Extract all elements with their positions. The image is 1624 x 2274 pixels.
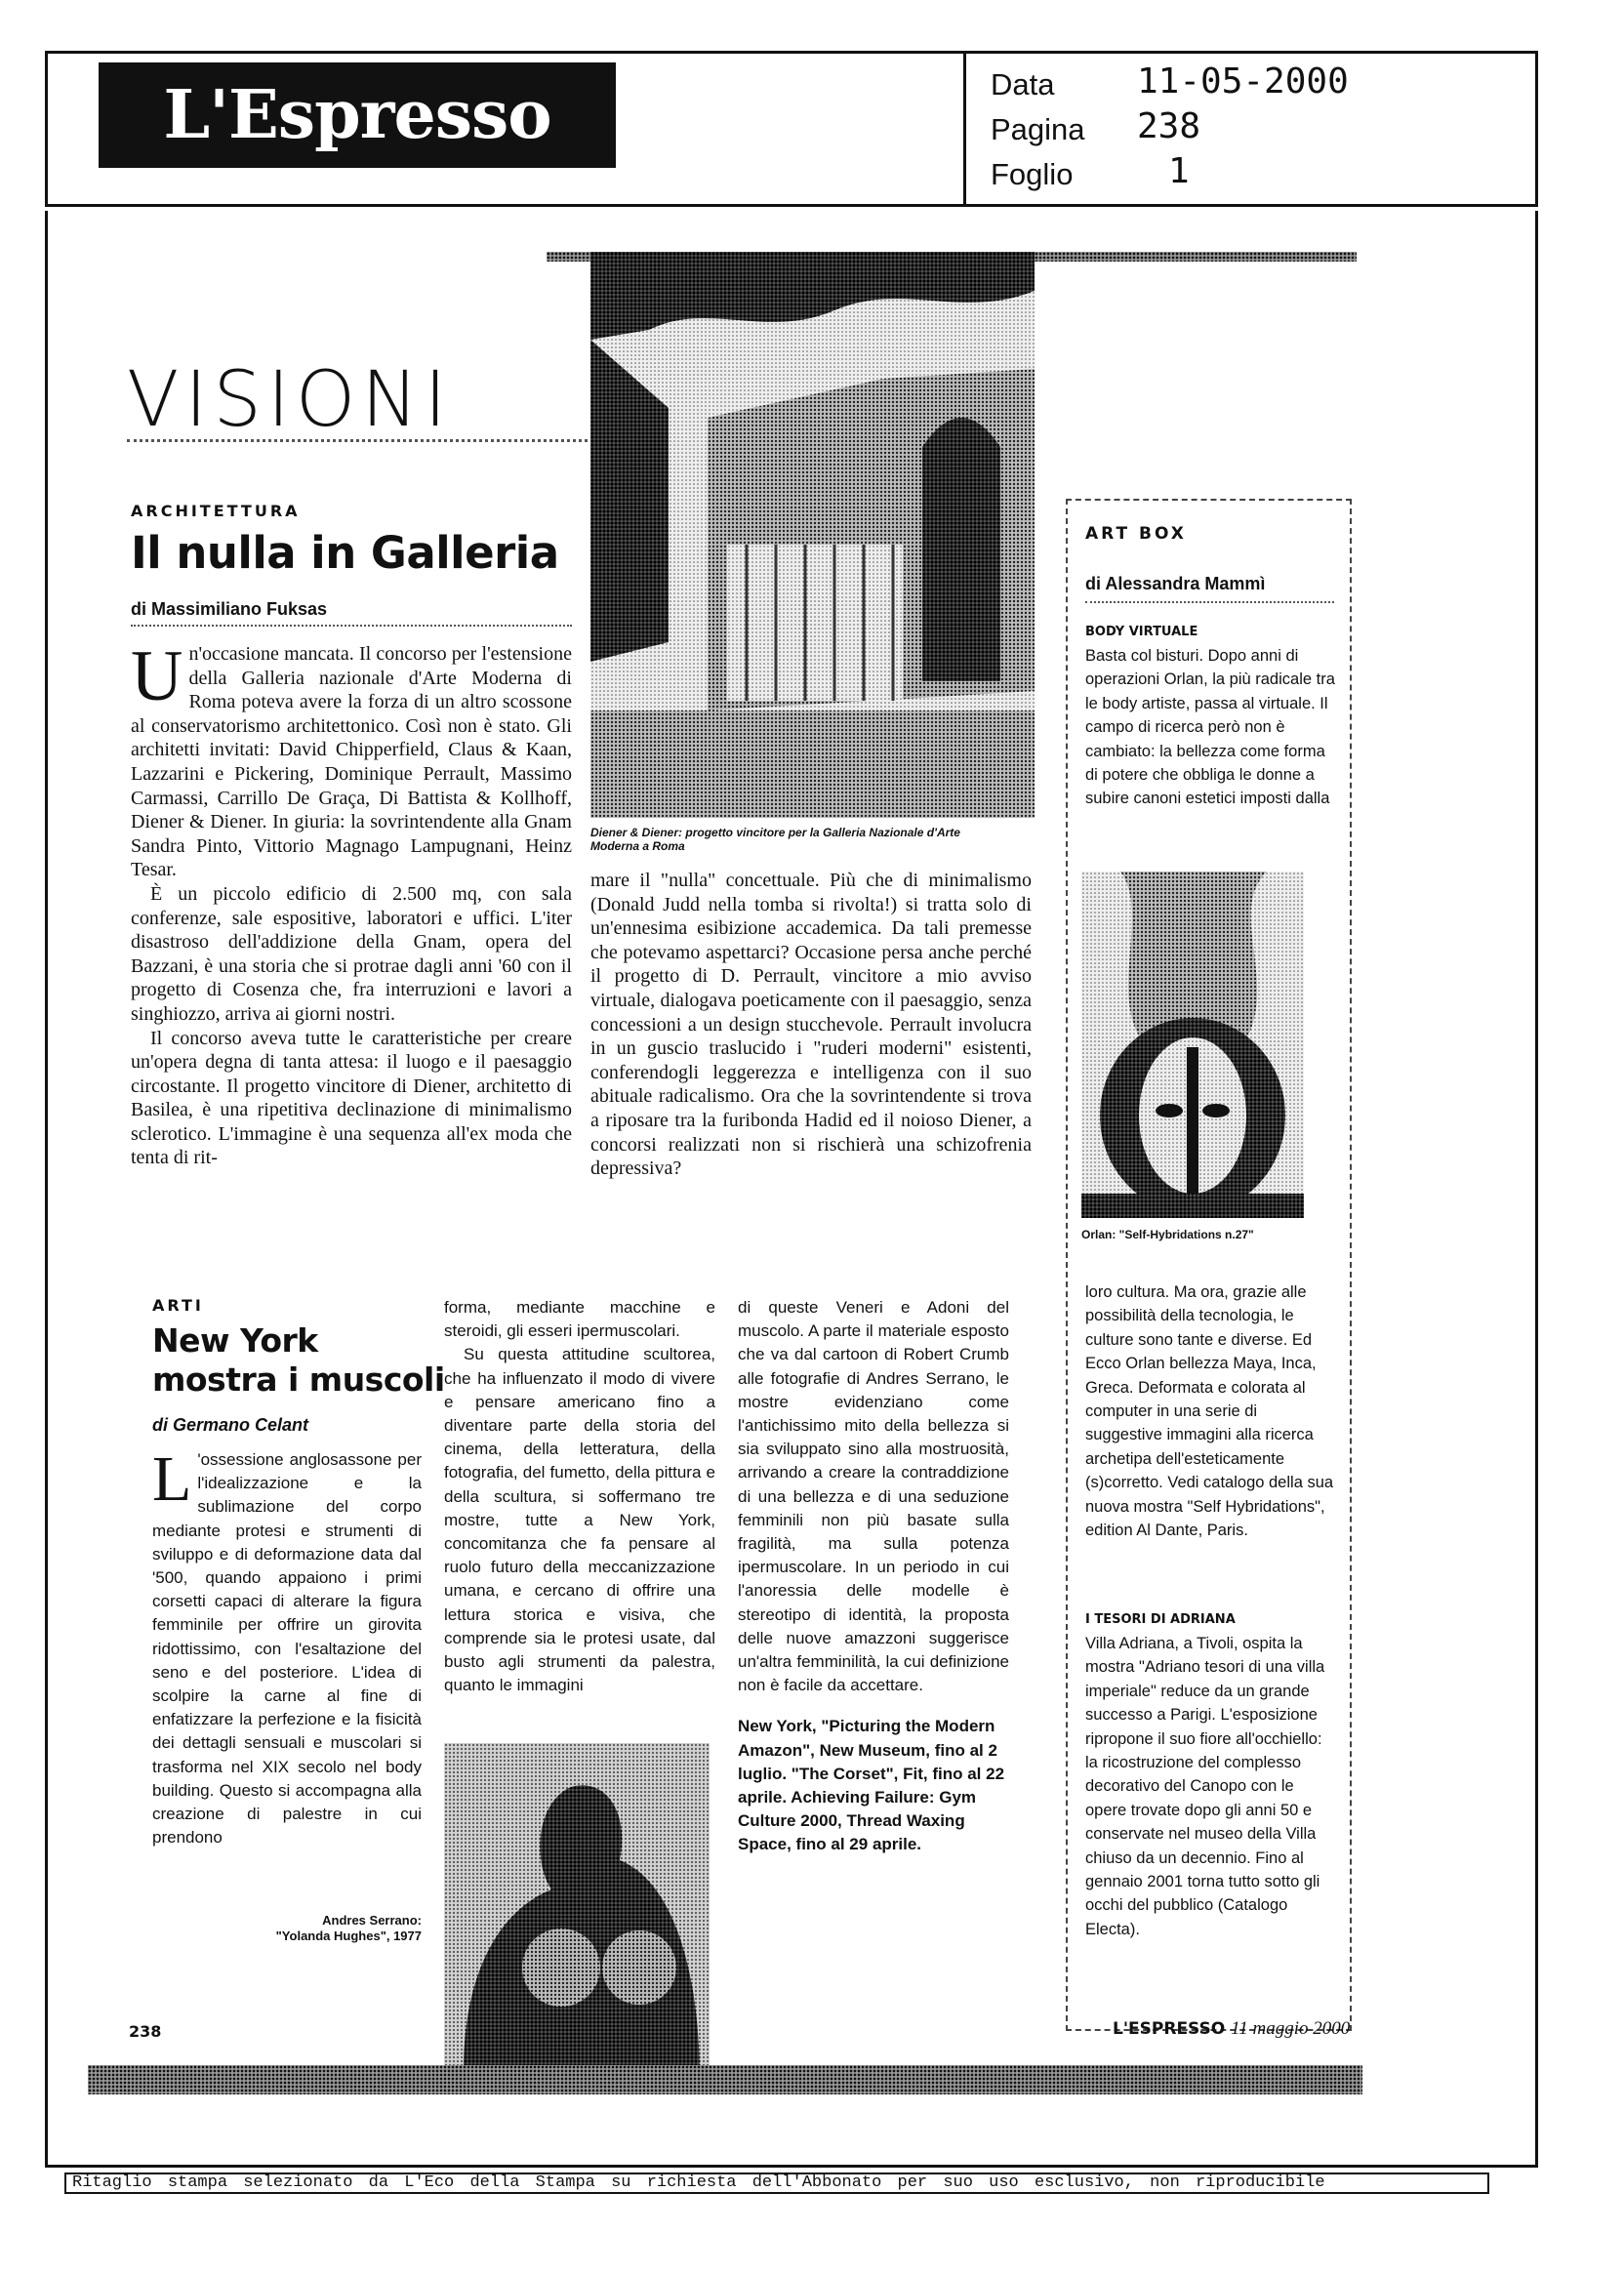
- article2-dropcap: L: [152, 1443, 192, 1515]
- article2-kicker: ARTI: [152, 1296, 204, 1315]
- data-label: Data: [991, 67, 1055, 102]
- clipping-notice: Ritaglio stampa selezionato da L'Eco della Stampa su richiesta dell'Abbonato per suo uso esclusivo, non riproducibile: [64, 2172, 1489, 2194]
- art-box-byline-rule: [1085, 601, 1334, 603]
- article1-para1-text: n'occasione mancata. Il concorso per l'estensione della Galleria nazionale d'Arte Moderna di Roma poteva avere la forza di un altro scossone al conservatorismo architettonico. Così non è stato. Gli architetti invitati: David Chipperfield, Claus & Kaan, Lazzarini e Pickering, Dominique Perrault, Massimo Carmassi, Carrillo De Graça, Di Battista & Kollhoff, Diener & Diener. In giuria: la sovrintendente alla Gnam Sandra Pinto, Vittorio Magnago Lampugnani, Heinz Tesar.: [131, 643, 572, 881]
- orlan-photo: [1081, 872, 1304, 1218]
- publication-logo: L'Espresso: [99, 62, 616, 168]
- art-box-subhead-tesori: I TESORI DI ADRIANA: [1085, 1612, 1236, 1627]
- article2-col2b: Su questa attitudine scultorea, che ha influenzato il modo di vivere e pensare americano fino a diventare parte della storia del cinema, della letteratura, della fotografia, del fumetto, della pittura e della scultura, si soffermano tre mostre, tutte a New York, concomitanza che fa pensare al ruolo futuro della meccanizzazione umana, e cercano di offrire una lettura storica e visiva, che comprende sia le protesi usate, dal busto agli strumenti da palestra, quanto le immagini: [444, 1345, 715, 1695]
- serrano-photo-caption: [226, 1913, 422, 1944]
- serrano-caption-line1: Andres Serrano:: [322, 1913, 422, 1928]
- article1-column2: mare il "nulla" concettuale. Più che di minimalismo (Donald Judd nella tomba si rivolta!) si tratta solo di un'ennesima esibizione accademica. Da tali premesse che potevamo aspettarci? Occasione persa anche perché il progetto di D. Perrault, vincitore a mio avviso virtuale, dialogava poeticamente con il paesaggio, senza concessioni a un design stucchevole. Perrault involucra in un guscio traslucido i "ruderi moderni" esistenti, conferendogli leggerezza e intelligenza con il suo abituale radicalismo. Ora che la sovrintendente si trova a riposare tra la furibonda Hadid ed il noioso Diener, a concorsi realizzati non si rischierà una schizofrenia depressiva?: [590, 870, 1032, 1180]
- meta-row-foglio: [991, 151, 1518, 196]
- art-box-subhead-body-virtuale: BODY VIRTUALE: [1085, 625, 1198, 639]
- article1-para2: È un piccolo edificio di 2.500 mq, con sala conferenze, sale espositive, laboratori e uffici. L'iter disastroso dell'addizione della Gnam, opera del Bazzani, è una storia che si protrae dagli anni '60 con il progetto di Cosenza che, fra interruzioni e lavori a singhiozzo, arriva ai giorni nostri.: [131, 882, 572, 1025]
- article2-title-line1: New York: [152, 1321, 318, 1360]
- article1-byline: di Massimiliano Fuksas: [131, 599, 328, 619]
- article2-title-line2: mostra i muscoli: [152, 1360, 445, 1399]
- clipping-header: [45, 51, 1538, 207]
- foglio-value: 1: [1168, 151, 1190, 191]
- article2-title: [152, 1321, 445, 1400]
- footer-date: 11 maggio 2000: [1231, 2018, 1351, 2039]
- article2-column2: [444, 1296, 715, 1697]
- article2-col1-text: 'ossessione anglosassone per l'idealizzazione e la sublimazione del corpo mediante protesi e strumenti di sviluppo e di deformazione data dal '500, quando appaiono i primi corsetti capaci di alterare la figura femminile per offrire un girovita ridottissimo, con l'esaltazione del seno e del posteriore. L'idea di scolpire la carne al fine di enfatizzare la perfezione e la fisicità dei dettagli sensuali e muscolari si trasforma nel XIX secolo nel body building. Questo si accompagna alla creazione di palestre in cui prendono: [152, 1450, 422, 1848]
- article1-kicker: ARCHITETTURA: [131, 502, 301, 520]
- meta-row-data: [991, 61, 1518, 106]
- art-box-byline: di Alessandra Mammì: [1085, 574, 1266, 593]
- article1-para3: Il concorso aveva tutte le caratteristiche per creare un'opera degna di tanta attesa: il luogo e il paesaggio circostante. Il progetto vincitore di Diener, architetto di Basilea, è una ripetitiva declinazione di minimalismo sclerotico. L'immagine è una sequenza all'ex moda che tenta di rit-: [131, 1027, 572, 1169]
- article2-column3: [738, 1296, 1009, 1857]
- art-box-title: ART BOX: [1085, 524, 1187, 544]
- article1-byline-rule: [131, 625, 572, 627]
- art-box-text2: loro cultura. Ma ora, grazie alle possibilità della tecnologia, le culture sono tante e diverse. Ed Ecco Orlan bellezza Maya, Inca, Greca. Deformata e colorata al computer in una serie di suggestive immagini alla ricerca archetipa dell'esteticamente (s)corretto. Vedi catalogo della sua nuova mostra "Self Hybridations", edition Al Dante, Paris.: [1085, 1283, 1334, 1540]
- pagina-value: 238: [1137, 106, 1201, 146]
- footer-publication-date: [1113, 2018, 1350, 2040]
- footer-publication: L'ESPRESSO: [1113, 2019, 1226, 2039]
- art-box-text3: Villa Adriana, a Tivoli, ospita la mostra "Adriano tesori di una villa imperiale" reduce da un grande successo a Parigi. L'esposizione ripropone il suo fiore all'occhiello: la ricostruzione del complesso decorativo del Canopo con le opere trovate dopo gli anni 50 e conservate nel museo della Villa chiuso da un decennio. Fino al gennaio 2001 torna tutto sotto gli occhi del pubblico (Catalogo Electa).: [1085, 1635, 1325, 1938]
- architecture-photo-caption: Diener & Diener: progetto vincitore per la Galleria Nazionale d'Arte Moderna a Roma: [590, 826, 960, 853]
- article1-para1: [131, 636, 572, 882]
- section-rule: [127, 439, 588, 442]
- article2-byline: di Germano Celant: [152, 1415, 309, 1435]
- article2-col1: [152, 1443, 422, 1849]
- serrano-photo: [444, 1743, 710, 2071]
- article2-col3: di queste Veneri e Adoni del muscolo. A parte il materiale esposto che va dal cartoon di Robert Crumb alle fotografie di Andres Serrano, le mostre evidenziano come l'antichissimo mito della bellezza si sia sviluppato sino alla mostruosità, arrivando a creare la contraddizione di una bellezza e di una seduzione femminili non più basate sulla fragilità, ma sulla potenza ipermuscolare. In un periodo in cui l'anoressia delle modelle è stereotipo di identità, la proposta delle nuove amazzoni suggerisce un'altra femminilità, la cui definizione non è facile da accettare.: [738, 1298, 1009, 1695]
- serrano-caption-line2: "Yolanda Hughes", 1977: [275, 1929, 422, 1943]
- bottom-halftone-band: [88, 2065, 1362, 2094]
- page-number: 238: [129, 2022, 162, 2041]
- meta-row-pagina: [991, 106, 1518, 151]
- article2-column1: [152, 1443, 422, 1849]
- header-divider: [963, 54, 966, 204]
- architecture-photo: [590, 252, 1035, 818]
- art-box-text1: Basta col bisturi. Dopo anni di operazioni Orlan, la più radicale tra le body artiste, passa al virtuale. Il campo di ricerca però non è cambiato: la bellezza come forma di potere che obbliga le donne a subire canoni estetici imposti dalla: [1085, 647, 1335, 808]
- foglio-label: Foglio: [991, 157, 1074, 191]
- data-value: 11-05-2000: [1137, 61, 1349, 102]
- article1-column1: [131, 636, 572, 1170]
- orlan-photo-caption: Orlan: "Self-Hybridations n.27": [1081, 1228, 1254, 1241]
- article2-col2a: forma, mediante macchine e steroidi, gli esseri ipermuscolari.: [444, 1298, 715, 1341]
- article1-title: Il nulla in Galleria: [131, 527, 559, 579]
- pagina-label: Pagina: [991, 112, 1085, 146]
- article1-dropcap: U: [131, 636, 183, 716]
- article2-exhibition-info: New York, "Picturing the Modern Amazon", New Museum, fino al 2 luglio. "The Corset", Fit, fino al 22 aprile. Achieving Failure: Gym Culture 2000, Thread Waxing Space, fino al 29 aprile.: [738, 1717, 1005, 1854]
- section-title: VISIONI: [127, 356, 453, 444]
- clipping-meta: [991, 61, 1518, 196]
